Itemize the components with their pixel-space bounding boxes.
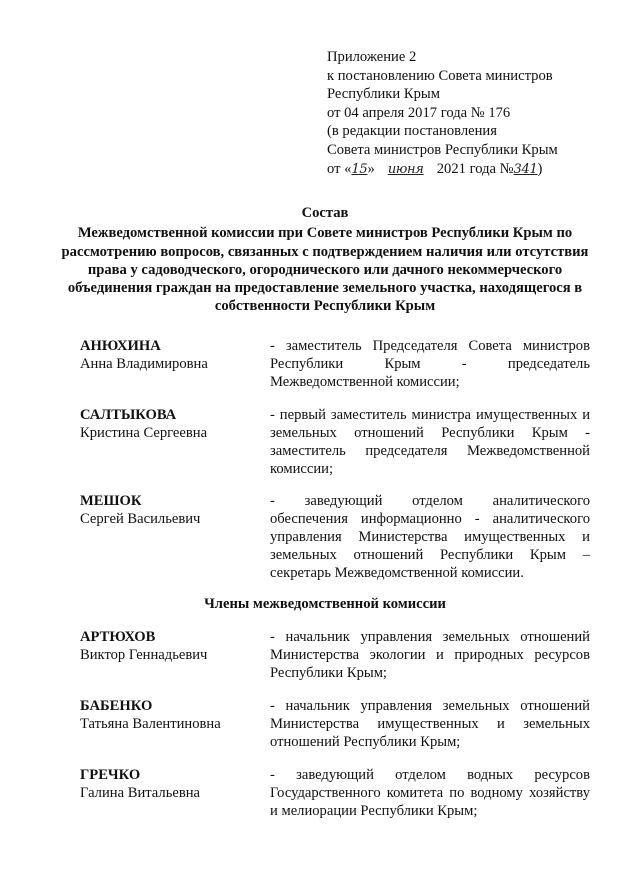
date-quote-close: » [367, 160, 375, 177]
member-surname: БАБЕНКО [80, 698, 153, 714]
date-year: 2021 года № [436, 160, 514, 177]
member-role: - заведующий отделом водных ресурсов Государственного комитета по водному хозяйству и мелиорации Республики Крым; [270, 767, 590, 820]
annex-line: (в редакции постановления [327, 123, 497, 140]
handwritten-day: 15 [351, 161, 368, 177]
annex-header [327, 48, 627, 179]
member-given-name: Виктор Геннадьевич [80, 647, 208, 663]
annex-line: Республики Крым [327, 86, 440, 103]
member-role: - начальник управления земельных отношений Министерства имущественных и земельных отношений Республики Крым; [270, 698, 590, 751]
member-given-name: Анна Владимировна [80, 356, 208, 372]
handwritten-month: июня [387, 161, 424, 177]
document-title [60, 204, 590, 316]
member-role: - заместитель Председателя Совета министров Республики Крым - председатель Межведомственной комиссии; [270, 338, 590, 391]
annex-line: Совета министров Республики Крым [327, 141, 558, 158]
annex-date-line [327, 160, 627, 180]
member-role: - заведующий отделом аналитического обеспечения информационно - аналитического управления Министерства имущественных и земельных отношений Республики Крым – секретарь Межведомственной комиссии. [270, 493, 590, 582]
member-surname: АРТЮХОВ [80, 629, 156, 645]
annex-line: Приложение 2 [327, 49, 417, 65]
member-surname: ГРЕЧКО [80, 767, 141, 783]
member-given-name: Кристина Сергеевна [80, 425, 208, 441]
handwritten-number: 341 [513, 161, 538, 177]
annex-line: от 04 апреля 2017 года № 176 [327, 104, 511, 121]
member-given-name: Татьяна Валентиновна [80, 716, 221, 732]
member-role: - начальник управления земельных отношений Министерства экологии и природных ресурсов Республики Крым; [270, 629, 590, 682]
members-heading: Члены межведомственной комиссии [204, 596, 446, 612]
member-role: - первый заместитель министра имущественных и земельных отношений Республики Крым - заместитель председателя Межведомственной комиссии; [270, 407, 590, 478]
member-given-name: Галина Витальевна [80, 785, 201, 801]
date-suffix: ) [537, 160, 543, 177]
member-surname: САЛТЫКОВА [80, 407, 177, 423]
annex-line: к постановлению Совета министров [327, 67, 553, 84]
date-prefix: от « [327, 160, 352, 177]
title-heading: Состав [301, 205, 349, 221]
member-surname: МЕШОК [80, 493, 142, 509]
member-surname: АНЮХИНА [80, 338, 161, 354]
title-subheading: Межведомственной комиссии при Совете министров Республики Крым по рассмотрению вопросов, связанных с подтверждением наличия или отсутствия права у садоводческого, огороднического или дачного некоммерческого объединения граждан на предоставление земельного участка, находящегося в собственности Республики Крым [61, 225, 589, 315]
member-given-name: Сергей Васильевич [80, 511, 201, 527]
